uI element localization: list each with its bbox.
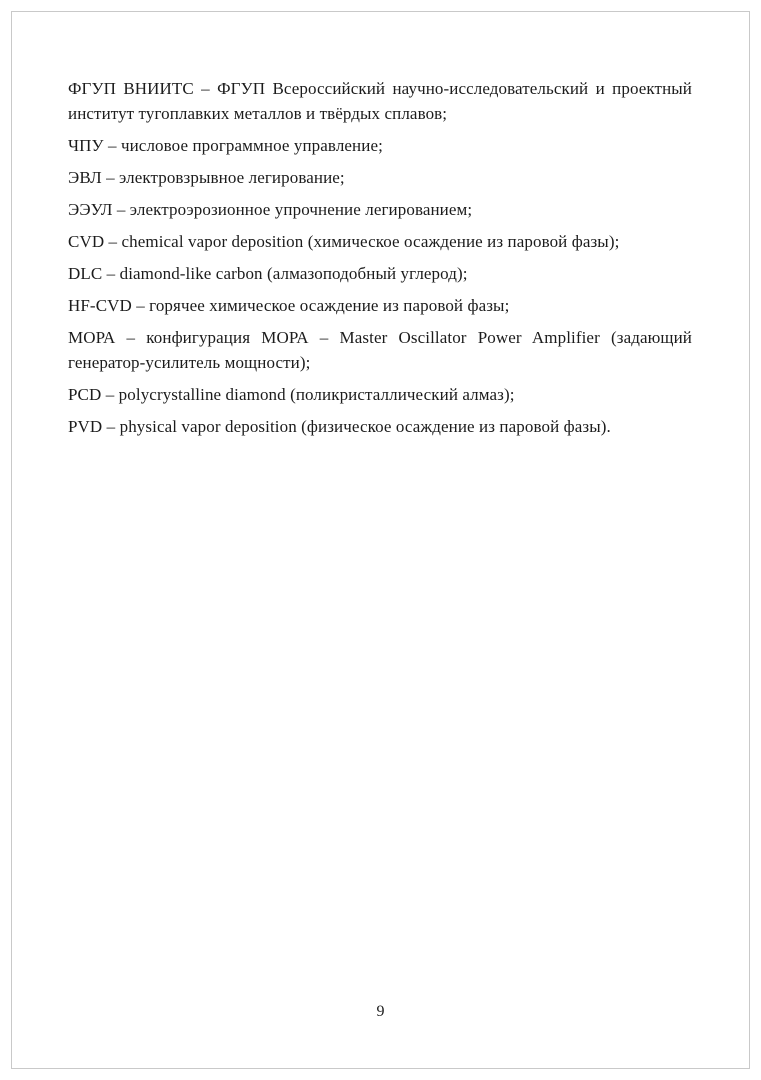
abbreviation-entry: ЭЭУЛ – электроэрозионное упрочнение легированием;	[68, 200, 473, 219]
abbreviation-entry: МОРА – конфигурация МОРА – Master Oscillator Power Amplifier (задающий генератор-усилитель мощности);	[68, 328, 692, 372]
abbreviation-entry: HF-CVD – горячее химическое осаждение из паровой фазы;	[68, 296, 510, 315]
page-number: 9	[376, 1003, 385, 1020]
abbreviation-entry: ФГУП ВНИИТС – ФГУП Всероссийский научно-исследовательский и проектный институт тугоплавких металлов и твёрдых сплавов;	[68, 79, 692, 123]
abbreviation-entry: ЭВЛ – электровзрывное легирование;	[68, 168, 345, 187]
abbreviation-entry: ЧПУ – числовое программное управление;	[68, 136, 383, 155]
abbreviation-entry: PCD – polycrystalline diamond (поликристаллический алмаз);	[68, 385, 515, 404]
abbreviation-entry: DLC – diamond-like carbon (алмазоподобный углерод);	[68, 264, 468, 283]
abbreviation-list	[68, 76, 692, 446]
abbreviation-entry: CVD – chemical vapor deposition (химическое осаждение из паровой фазы);	[68, 232, 620, 251]
abbreviation-entry: PVD – physical vapor deposition (физическое осаждение из паровой фазы).	[68, 417, 611, 436]
